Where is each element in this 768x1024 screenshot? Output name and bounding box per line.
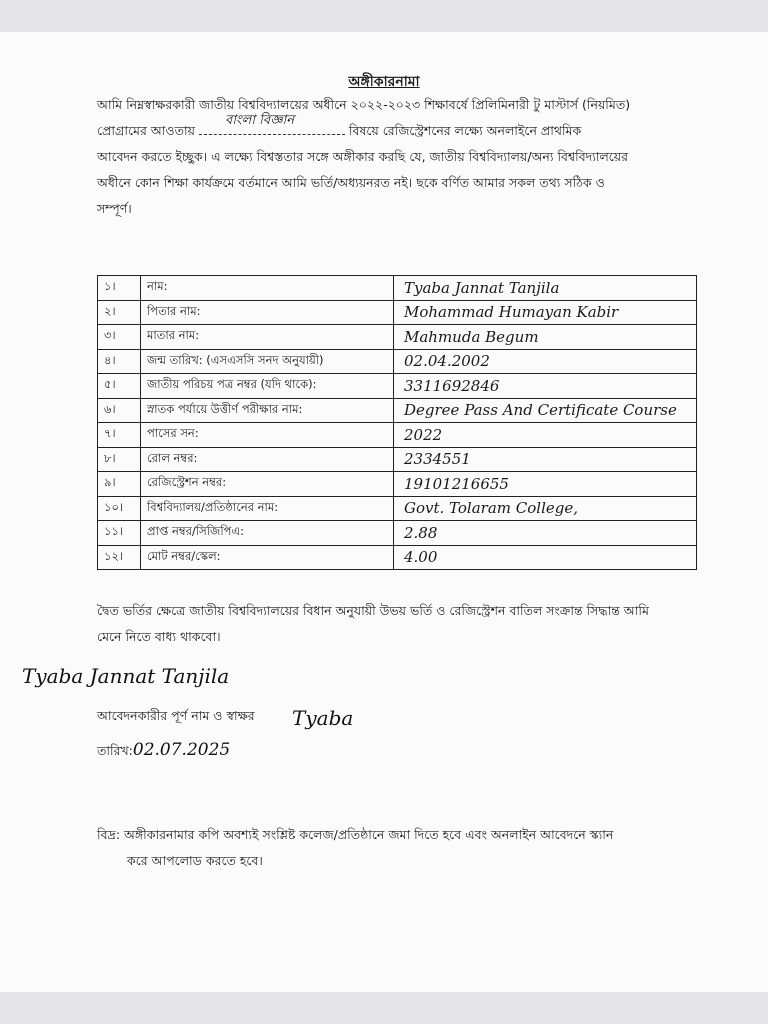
declaration-line-1: দ্বৈত ভর্তির ক্ষেত্রে জাতীয় বিশ্ববিদ্যালয়ের বিধান অনুযায়ী উভয় ভর্তি ও রেজিস্ট্রেশন বাতিল সংক্রান্ত সিদ্ধান্ত আমি [97,603,649,618]
applicant-label: আবেদনকারীর পূর্ণ নাম ও স্বাক্ষর [97,708,255,723]
intro-line-3: আবেদন করতে ইচ্ছুক। এ লক্ষ্যে বিশ্বস্ততার সঙ্গে অঙ্গীকার করছি যে, জাতীয় বিশ্ববিদ্যালয়/অন্য বিশ্ববিদ্যালয়ের [97,149,629,164]
row-value: 02.04.2002 [394,349,697,374]
table-row [98,423,697,448]
row-number: ৪। [98,349,141,374]
row-value: 2022 [394,423,697,448]
date-label: তারিখ: [97,743,133,758]
table-row [98,472,697,497]
intro-line-4: অধীনে কোন শিক্ষা কার্যক্রমে বর্তমানে আমি ভর্তি/অধ্যয়নরত নই। ছকে বর্ণিত আমার সকল তথ্য সঠিক ও [97,175,605,190]
table-row [98,447,697,472]
table-row [98,398,697,423]
row-label: বিশ্ববিদ্যালয়/প্রতিষ্ঠানের নাম: [141,496,394,521]
row-value: 4.00 [394,545,697,570]
row-number: ৭। [98,423,141,448]
table-row [98,349,697,374]
row-label: পাসের সন: [141,423,394,448]
table-row [98,276,697,301]
row-label: রেজিস্ট্রেশন নম্বর: [141,472,394,497]
row-label: স্নাতক পর্যায়ে উত্তীর্ণ পরীক্ষার নাম: [141,398,394,423]
row-number: ৫। [98,374,141,399]
declaration-paragraph [97,598,697,650]
handwritten-full-name: Tyaba Jannat Tanjila [22,664,230,688]
row-value: Govt. Tolaram College, [394,496,697,521]
date-value: 02.07.2025 [132,740,231,760]
table-row [98,521,697,546]
info-table [97,275,697,570]
row-value: 2.88 [394,521,697,546]
row-label: জন্ম তারিখ: (এসএসসি সনদ অনুযায়ী) [141,349,394,374]
row-number: ৩। [98,325,141,350]
row-label: পিতার নাম: [141,300,394,325]
row-label: মোট নম্বর/স্কেল: [141,545,394,570]
note-paragraph [97,822,707,874]
row-value: 19101216655 [394,472,697,497]
row-value: Degree Pass And Certificate Course [394,398,697,423]
intro-paragraph [97,92,697,222]
row-value: Mohammad Humayan Kabir [394,300,697,325]
row-number: ১০। [98,496,141,521]
table-row [98,325,697,350]
row-number: ৯। [98,472,141,497]
document-title: অঙ্গীকারনামা [348,74,420,90]
row-label: জাতীয় পরিচয় পত্র নম্বর (যদি থাকে): [141,374,394,399]
row-value: 2334551 [394,447,697,472]
row-label: নাম: [141,276,394,301]
row-number: ১১। [98,521,141,546]
row-label: রোল নম্বর: [141,447,394,472]
row-label: মাতার নাম: [141,325,394,350]
table-row [98,300,697,325]
row-label: প্রাপ্ত নম্বর/সিজিপিএ: [141,521,394,546]
row-number: ৬। [98,398,141,423]
row-value: Mahmuda Begum [394,325,697,350]
row-value: 3311692846 [394,374,697,399]
signature: Tyaba [292,706,354,730]
row-number: ১। [98,276,141,301]
table-row [98,545,697,570]
subject-field [199,113,345,135]
intro-line-2: প্রোগ্রামের আওতায় বাংলা বিজ্ঞান বিষয়ে রেজিস্ট্রেশনের লক্ষ্যে অনলাইনে প্রাথমিক [97,118,697,144]
note-line-2: করে আপলোড করতে হবে। [127,853,263,868]
declaration-line-2: মেনে নিতে বাধ্য থাকবো। [97,629,221,644]
intro-line-5: সম্পূর্ণ। [97,201,132,216]
note-line-1: বিদ্র: অঙ্গীকারনামার কপি অবশ্যই সংশ্লিষ্ট কলেজ/প্রতিষ্ঠানে জমা দিতে হবে এবং অনলাইন আবেদনে স্ক্যান [97,827,614,842]
intro-line-1: আমি নিম্নস্বাক্ষরকারী জাতীয় বিশ্ববিদ্যালয়ের অধীনে ২০২২-২০২৩ শিক্ষাবর্ষে প্রিলিমিনারী টু মাস্টার্স (নিয়মিত) [97,97,631,112]
table-row [98,496,697,521]
row-number: ২। [98,300,141,325]
subject-value: বাংলা বিজ্ঞান [224,113,295,128]
row-value: Tyaba Jannat Tanjila [394,276,697,301]
row-number: ১২। [98,545,141,570]
table-row [98,374,697,399]
date-line [97,740,230,763]
row-number: ৮। [98,447,141,472]
